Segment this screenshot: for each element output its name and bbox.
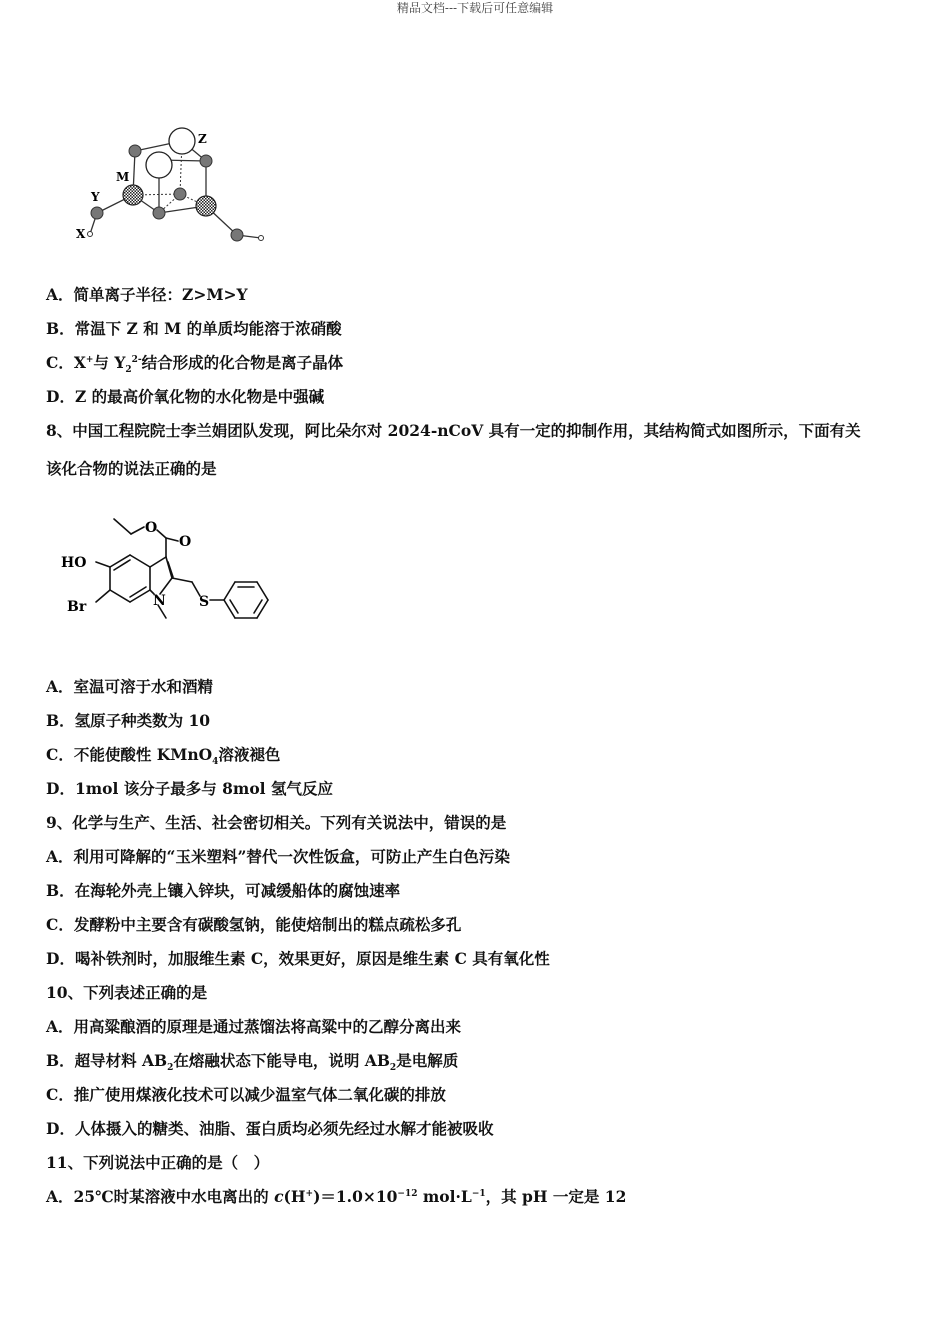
q8-stem-line2: 该化合物的说法正确的是 bbox=[46, 459, 217, 478]
label-x: X bbox=[76, 227, 86, 241]
atom-n: N bbox=[153, 593, 166, 609]
atom-s: S bbox=[199, 594, 210, 610]
q10-option-b: B．超导材料 $AB_2$在熔融状态下能导电，说明 $AB_2$是电解质 bbox=[46, 1051, 459, 1074]
q7-option-d: D．Z 的最高价氧化物的水化物是中强碱 bbox=[46, 387, 325, 406]
q9-stem: 9、化学与生产、生活、社会密切相关。下列有关说法中，错误的是 bbox=[46, 813, 507, 832]
q10-option-a: A．用高粱酿酒的原理是通过蒸馏法将高粱中的乙醇分离出来 bbox=[46, 1017, 462, 1036]
q8-stem-line1: 8、中国工程院院士李兰娟团队发现，阿比朵尔对 2024-nCoV 具有一定的抑制作用，其结构简式如图所示，下面有关 bbox=[46, 421, 861, 440]
atom-br: Br bbox=[67, 599, 87, 615]
label-m: M bbox=[116, 170, 130, 184]
label-z: Z bbox=[198, 132, 207, 146]
crystal-structure-figure bbox=[70, 120, 280, 250]
atom-o-ether: O bbox=[145, 520, 158, 536]
q8-option-c: C．不能使酸性 KMnO$_4$溶液褪色 bbox=[46, 745, 281, 768]
q10-stem: 10、下列表述正确的是 bbox=[46, 983, 208, 1002]
q8-option-b: B．氢原子种类数为 10 bbox=[46, 711, 211, 730]
q11-option-a: A．25℃时某溶液中水电离出的 $c(H^+)=1.0\times 10^{-12}$ $mol\cdot L^{-1}$，其 pH 一定是 12 bbox=[46, 1187, 627, 1206]
atom-o-carbonyl: O bbox=[179, 534, 192, 550]
q9-option-a: A．利用可降解的“玉米塑料”替代一次性饭盒，可防止产生白色污染 bbox=[46, 847, 510, 866]
label-y: Y bbox=[91, 190, 100, 204]
page-header: 精品文档---下载后可任意编辑 bbox=[396, 1, 554, 15]
q7-option-b: B．常温下 Z 和 M 的单质均能溶于浓硝酸 bbox=[46, 319, 342, 338]
q9-option-d: D．喝补铁剂时，加服维生素 C，效果更好，原因是维生素 C 具有氧化性 bbox=[46, 949, 550, 968]
q9-option-c: C．发酵粉中主要含有碳酸氢钠，能使焙制出的糕点疏松多孔 bbox=[46, 915, 462, 934]
q8-option-a: A．室温可溶于水和酒精 bbox=[46, 677, 214, 696]
q10-option-c: C．推广使用煤液化技术可以减少温室气体二氧化碳的排放 bbox=[46, 1085, 446, 1104]
q8-option-d: D．1mol 该分子最多与 8mol 氢气反应 bbox=[46, 779, 333, 798]
q10-option-d: D．人体摄入的糖类、油脂、蛋白质均必须先经过水解才能被吸收 bbox=[46, 1119, 494, 1138]
q7-option-c: C．X+与 $Y_2^{2-}$结合形成的化合物是离子晶体 bbox=[46, 353, 344, 376]
atom-ho: HO bbox=[61, 555, 87, 571]
q7-option-a: A．简单离子半径：Z>M>Y bbox=[46, 285, 248, 304]
q11-stem: 11、下列说法中正确的是（ ） bbox=[46, 1153, 270, 1172]
q9-option-b: B．在海轮外壳上镶入锌块，可减缓船体的腐蚀速率 bbox=[46, 881, 401, 900]
arbidol-structure-figure bbox=[58, 510, 278, 630]
